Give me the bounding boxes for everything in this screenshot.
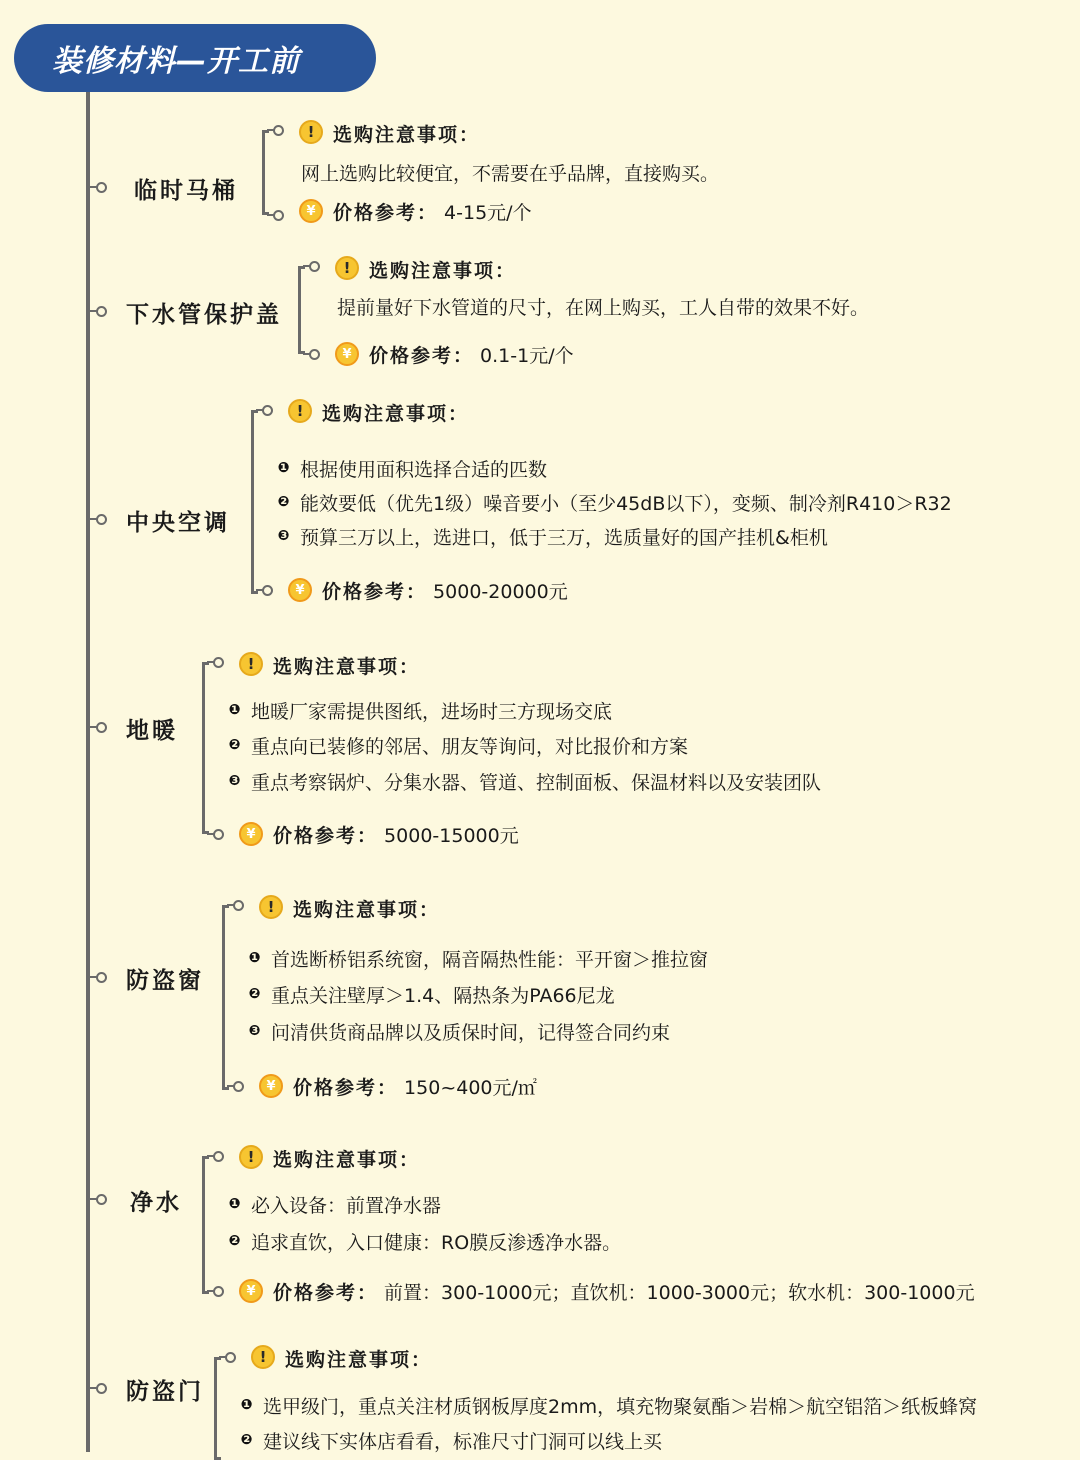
price-row (293, 1073, 537, 1100)
price-label: 价格参考： (273, 1282, 379, 1304)
price-value: 150~400元/㎡ (398, 1077, 537, 1099)
notes-6-node-dot (225, 1352, 236, 1363)
note-line: 重点关注壁厚＞1.4、隔热条为PA66尼龙 (271, 985, 615, 1007)
branch-bracket (222, 905, 229, 1090)
topic-label: 净水 (130, 1190, 182, 1216)
topic-4-node-dot (96, 972, 107, 983)
bullet-number: ❷ (248, 985, 261, 1002)
notes-heading: 选购注意事项： (322, 403, 470, 425)
exclamation-icon: ! (239, 652, 263, 676)
note-line: 根据使用面积选择合适的匹数 (300, 459, 548, 481)
notes-1-node-dot (309, 261, 320, 272)
price-1-node-dot (309, 349, 320, 360)
notes-heading: 选购注意事项： (273, 656, 421, 678)
yen-icon: ¥ (239, 1279, 263, 1303)
note-line: 重点向已装修的邻居、朋友等询问，对比报价和方案 (251, 736, 689, 758)
topic-label: 地暖 (126, 718, 178, 744)
note-line: 重点考察锅炉、分集水器、管道、控制面板、保温材料以及安装团队 (251, 772, 822, 794)
notes-5-node-dot (213, 1151, 224, 1162)
price-value: 前置：300-1000元；直饮机：1000-3000元；软水机：300-1000元 (378, 1282, 975, 1304)
yen-icon: ¥ (239, 822, 263, 846)
exclamation-icon: ! (251, 1345, 275, 1369)
bullet-number: ❸ (248, 1022, 261, 1039)
topic-5-node-dot (96, 1194, 107, 1205)
notes-heading: 选购注意事项： (369, 260, 517, 282)
price-row (273, 1278, 975, 1305)
exclamation-icon: ! (259, 895, 283, 919)
note-line: 提前量好下水管道的尺寸，在网上购买，工人自带的效果不好。 (337, 297, 870, 319)
bullet-number: ❶ (228, 701, 241, 718)
bullet-number: ❸ (228, 772, 241, 789)
note-line: 地暖厂家需提供图纸，进场时三方现场交底 (251, 701, 613, 723)
price-label: 价格参考： (322, 581, 428, 603)
notes-3-node-dot (213, 657, 224, 668)
branch-bracket (262, 130, 269, 215)
price-value: 5000-15000元 (378, 825, 519, 847)
title-banner (14, 24, 376, 92)
exclamation-icon: ! (239, 1145, 263, 1169)
bullet-number: ❸ (277, 527, 290, 544)
note-line: 选甲级门，重点关注材质钢板厚度2mm，填充物聚氨酯＞岩棉＞航空铝箔＞纸板蜂窝 (263, 1396, 978, 1418)
price-row (322, 577, 568, 604)
price-5-node-dot (213, 1286, 224, 1297)
note-line: 问清供货商品牌以及质保时间，记得签合同约束 (271, 1022, 671, 1044)
price-row (273, 821, 519, 848)
price-label: 价格参考： (293, 1077, 399, 1099)
note-line: 网上选购比较便宜，不需要在乎品牌，直接购买。 (301, 163, 720, 185)
topic-label: 防盗门 (126, 1379, 204, 1405)
price-0-node-dot (273, 210, 284, 221)
note-line: 预算三万以上，选进口，低于三万，选质量好的国产挂机&柜机 (300, 527, 828, 549)
page-title: 装修材料—开工前 (52, 44, 300, 79)
notes-heading: 选购注意事项： (273, 1149, 421, 1171)
branch-bracket (214, 1357, 221, 1460)
price-value: 4-15元/个 (438, 202, 532, 224)
yen-icon: ¥ (288, 578, 312, 602)
note-line: 能效要低（优先1级）噪音要小（至少45dB以下），变频、制冷剂R410＞R32 (300, 493, 952, 515)
notes-4-node-dot (233, 900, 244, 911)
bullet-number: ❶ (248, 949, 261, 966)
topic-3-node-dot (96, 722, 107, 733)
note-line: 必入设备：前置净水器 (251, 1195, 442, 1217)
price-label: 价格参考： (369, 345, 475, 367)
exclamation-icon: ! (335, 256, 359, 280)
bullet-number: ❷ (240, 1431, 253, 1448)
notes-2-node-dot (262, 405, 273, 416)
notes-heading: 选购注意事项： (285, 1349, 433, 1371)
tree-spine (86, 92, 90, 1452)
topic-2-node-dot (96, 514, 107, 525)
branch-bracket (298, 266, 305, 354)
branch-bracket (202, 662, 209, 834)
topic-6-node-dot (96, 1383, 107, 1394)
yen-icon: ¥ (299, 199, 323, 223)
topic-label: 临时马桶 (134, 178, 238, 204)
price-row (369, 341, 574, 368)
branch-bracket (202, 1156, 209, 1294)
note-line: 建议线下实体店看看，标准尺寸门洞可以线上买 (263, 1431, 663, 1453)
bullet-number: ❷ (228, 736, 241, 753)
yen-icon: ¥ (335, 342, 359, 366)
topic-label: 防盗窗 (126, 968, 204, 994)
notes-0-node-dot (273, 125, 284, 136)
bullet-number: ❶ (277, 459, 290, 476)
price-4-node-dot (233, 1081, 244, 1092)
bullet-number: ❷ (277, 493, 290, 510)
price-3-node-dot (213, 829, 224, 840)
exclamation-icon: ! (288, 399, 312, 423)
yen-icon: ¥ (259, 1074, 283, 1098)
notes-heading: 选购注意事项： (293, 899, 441, 921)
exclamation-icon: ! (299, 120, 323, 144)
price-value: 0.1-1元/个 (474, 345, 574, 367)
price-label: 价格参考： (333, 202, 439, 224)
price-row (333, 198, 532, 225)
bullet-number: ❷ (228, 1232, 241, 1249)
price-value: 5000-20000元 (427, 581, 568, 603)
topic-label: 下水管保护盖 (126, 302, 282, 328)
topic-1-node-dot (96, 306, 107, 317)
topic-0-node-dot (96, 182, 107, 193)
note-line: 首选断桥铝系统窗，隔音隔热性能：平开窗＞推拉窗 (271, 949, 709, 971)
price-label: 价格参考： (273, 825, 379, 847)
price-2-node-dot (262, 585, 273, 596)
bullet-number: ❶ (228, 1195, 241, 1212)
note-line: 追求直饮，入口健康：RO膜反渗透净水器。 (251, 1232, 622, 1254)
topic-label: 中央空调 (126, 510, 230, 536)
branch-bracket (251, 410, 258, 594)
notes-heading: 选购注意事项： (333, 124, 481, 146)
bullet-number: ❶ (240, 1396, 253, 1413)
